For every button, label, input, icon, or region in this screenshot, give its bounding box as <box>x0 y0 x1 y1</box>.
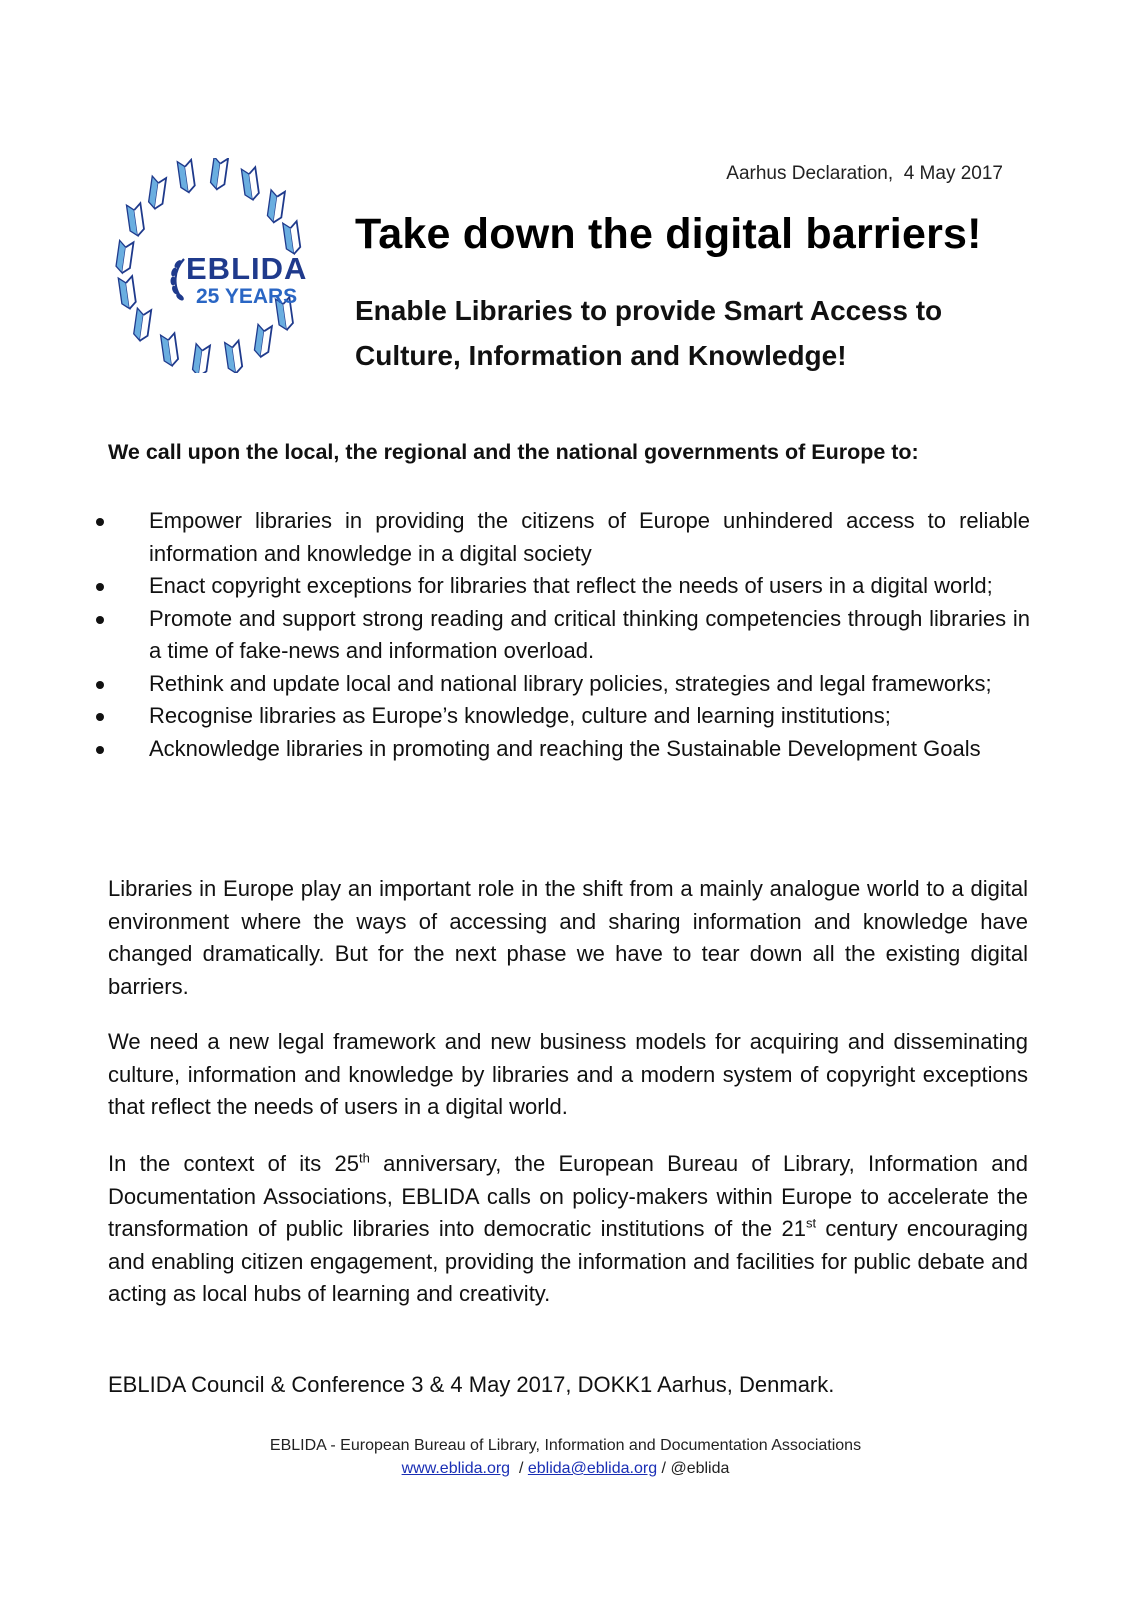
list-item <box>90 700 1030 733</box>
book-icon <box>241 167 259 201</box>
page-subtitle: Enable Libraries to provide Smart Access to Culture, Information and Knowledge! <box>355 295 943 371</box>
book-icon <box>267 190 285 224</box>
footer-contacts <box>0 1460 1131 1478</box>
list-item-text: Enact copyright exceptions for libraries that reflect the needs of users in a digital world; <box>149 573 993 598</box>
book-icon <box>177 160 195 194</box>
eblida-logo <box>112 158 322 373</box>
paragraph-anniversary-part3: century encouraging and enabling citizen engagement, providing the information and facilities for public debate and acting as local hubs of learning and creativity. <box>108 1216 1029 1306</box>
book-icon <box>126 203 144 237</box>
list-item-text: Empower libraries in providing the citizens of Europe unhindered access to reliable information and knowledge in a digital society <box>149 508 1030 566</box>
book-icon <box>283 221 301 255</box>
bullet-icon <box>96 746 104 754</box>
bullet-icon <box>96 681 104 689</box>
book-icon <box>133 308 151 342</box>
ordinal-suffix: th <box>359 1150 370 1166</box>
demands-list <box>90 505 1030 765</box>
page-title: Take down the digital barriers! <box>355 210 982 258</box>
logo-brand: EBLIDA <box>186 251 308 286</box>
dateline-prefix: Aarhus Declaration, <box>726 163 894 184</box>
book-icon <box>210 158 228 190</box>
list-item-text: Rethink and update local and national library policies, strategies and legal frameworks; <box>149 670 992 696</box>
twitter-handle: @eblida <box>670 1460 730 1477</box>
ordinal-suffix: st <box>805 1215 817 1231</box>
bullet-icon <box>96 713 104 721</box>
list-item <box>90 570 1030 603</box>
book-icon <box>148 176 166 210</box>
logo-tagline: 25 YEARS <box>196 285 298 308</box>
website-link[interactable]: www.eblida.org <box>401 1460 511 1477</box>
laurel-icon <box>171 259 185 301</box>
paragraph-anniversary-part2: anniversary, the European Bureau of Library, Information and Documentation Associations, EBLIDA calls on policy-makers within Europe to accelerate the transformation of public libraries into democratic institutions of the 21 <box>108 1151 1028 1241</box>
list-item-text: Promote and support strong reading and critical thinking competencies through libraries in a time of fake-news and information overload. <box>149 605 1030 663</box>
list-item-text: Acknowledge libraries in promoting and reaching the Sustainable Development Goals <box>149 735 981 761</box>
book-icon <box>161 333 179 367</box>
paragraph-anniversary <box>108 1148 1028 1311</box>
paragraph-legal-framework: We need a new legal framework and new business models for acquiring and disseminating culture, information and knowledge by libraries and a modern system of copyright exceptions that reflect the needs of users in a digital world. <box>108 1029 1028 1119</box>
book-icon <box>225 341 243 373</box>
list-item <box>90 668 1030 701</box>
list-item-text: Recognise libraries as Europe’s knowledge, culture and learning institutions; <box>149 703 891 728</box>
footer-separator: / <box>518 1460 524 1477</box>
list-item <box>90 603 1030 668</box>
bullet-icon <box>96 518 104 526</box>
bullet-icon <box>96 616 104 624</box>
dateline <box>726 163 1003 185</box>
footer-separator: / <box>661 1460 666 1477</box>
email-link[interactable]: eblida@eblida.org <box>527 1460 658 1477</box>
paragraph-digital-shift: Libraries in Europe play an important role in the shift from a mainly analogue world to a digital environment where the ways of accessing and sharing information and knowledge have changed dramatically. But for the next phase we have to tear down all the existing digital barriers. <box>108 876 1028 999</box>
bullet-icon <box>96 583 104 591</box>
dateline-date: 4 May 2017 <box>903 163 1003 184</box>
list-item <box>90 733 1030 766</box>
intro-statement: We call upon the local, the regional and the national governments of Europe to: <box>108 440 919 464</box>
paragraph-anniversary-part1: In the context of its 25 <box>108 1151 360 1176</box>
book-icon <box>192 344 210 373</box>
book-icon <box>115 240 133 274</box>
list-item <box>90 505 1030 570</box>
book-icon <box>118 276 136 310</box>
closing-line: EBLIDA Council & Conference 3 & 4 May 2017, DOKK1 Aarhus, Denmark. <box>108 1372 835 1397</box>
book-icon <box>254 324 272 358</box>
footer-organization: EBLIDA - European Bureau of Library, Information and Documentation Associations <box>269 1437 862 1454</box>
